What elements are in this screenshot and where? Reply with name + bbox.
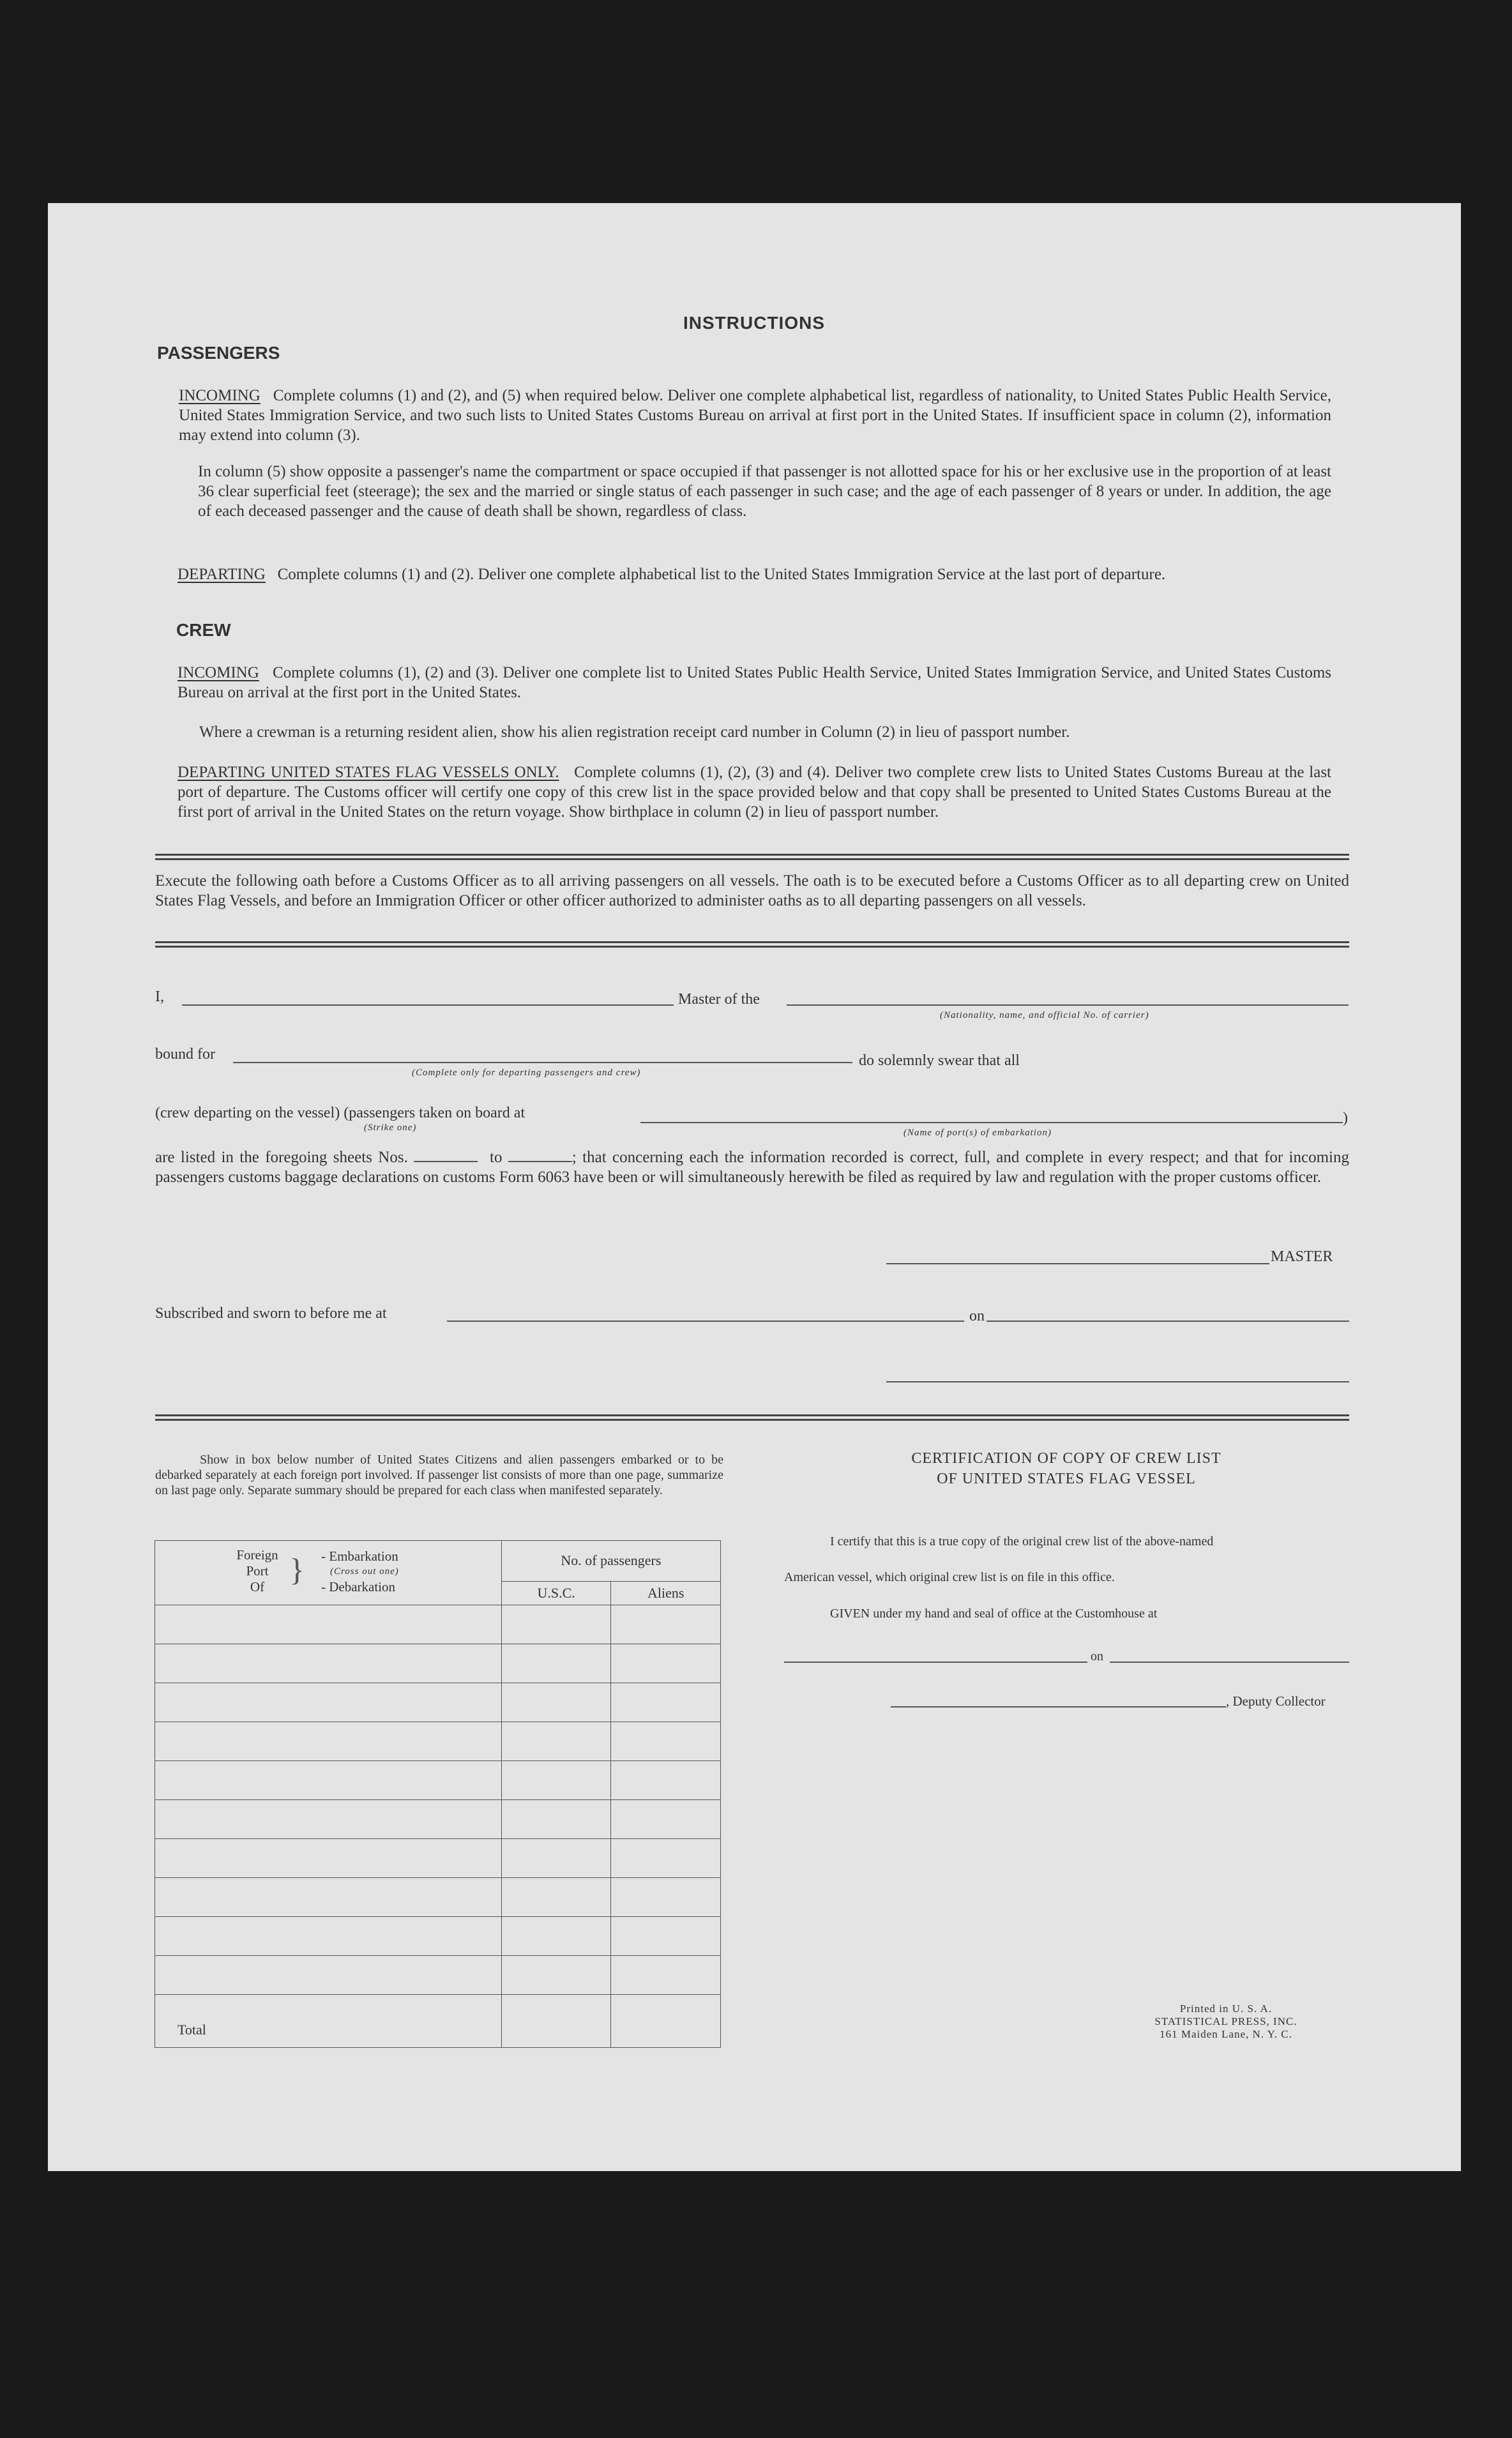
aliens-cell[interactable] <box>611 1878 721 1917</box>
certification-on-label: on <box>1091 1649 1103 1663</box>
crew-incoming-text: Complete columns (1), (2) and (3). Deliver one complete list to United States Public Health Service, United States Immigration Service, and United States Customs Bureau on arrival at the first port in the United States. <box>178 664 1332 701</box>
port-cell[interactable] <box>155 1839 502 1878</box>
oath-statement <box>155 1147 1349 1187</box>
table-row <box>155 1839 721 1878</box>
embarkation-ports-field[interactable] <box>640 1122 1343 1123</box>
passengers-incoming-text: Complete columns (1) and (2), and (5) when required below. Deliver one complete alphabetical list, regardless of nationality, to United States Public Health Service, United States Immigration Service, and two such lists to United States Customs Bureau on arrival at first port in the United States. If insufficient space in column (2), information may extend into column (3). <box>179 387 1332 444</box>
deputy-collector-label: , Deputy Collector <box>1226 1693 1326 1709</box>
passenger-summary-table <box>155 1540 721 2048</box>
passengers-heading: PASSENGERS <box>157 343 280 363</box>
sheet-to-field[interactable] <box>508 1149 572 1162</box>
page-title: INSTRUCTIONS <box>683 313 825 333</box>
passengers-departing-text: Complete columns (1) and (2). Deliver one complete alphabetical list to the United States Immigration Service at the last port of departure. <box>277 566 1166 583</box>
aliens-cell[interactable] <box>611 1683 721 1722</box>
passengers-departing-paragraph <box>178 564 1331 584</box>
carrier-field[interactable] <box>787 1004 1349 1006</box>
certify-line2: American vessel, which original crew list is on file in this office. <box>784 1570 1115 1584</box>
table-row <box>155 1644 721 1683</box>
port-cell[interactable] <box>155 1878 502 1917</box>
listed-part1: are listed in the foregoing sheets Nos. <box>155 1149 408 1166</box>
master-label: MASTER <box>1271 1248 1333 1265</box>
sworn-place-field[interactable] <box>447 1321 964 1322</box>
table-row <box>155 1761 721 1800</box>
crew-incoming-label: INCOMING <box>178 664 259 681</box>
printer-line2: STATISTICAL PRESS, INC. <box>1154 2015 1297 2027</box>
subscribed-label: Subscribed and sworn to before me at <box>155 1305 387 1322</box>
crew-departing-text: Complete columns (1), (2), (3) and (4). Deliver two complete crew lists to United States Customs Bureau at the last port of departure. The Customs officer will certify one copy of this crew list in the space provided below and that copy shall be presented to United States Customs Bureau at the first port of arrival in the United States on the return voyage. Show birthplace in column (2) in lieu of passport number. <box>178 764 1331 821</box>
port-cell[interactable] <box>155 1644 502 1683</box>
strike-one-hint: (Strike one) <box>364 1123 417 1133</box>
customhouse-field[interactable] <box>784 1662 1087 1663</box>
certification-title <box>785 1448 1347 1489</box>
summary-instruction: Show in box below number of United States Citizens and alien passengers embarked or to be debarked separately at each foreign port involved. If passenger list consists of more than one page, summarize on last page only. Separate summary should be prepared for each class when manifested separately. <box>155 1453 723 1497</box>
usc-cell[interactable] <box>501 1683 611 1722</box>
port-cell[interactable] <box>155 1761 502 1800</box>
listed-part2: ; that concerning each the information recorded is correct, full, and complete in every respect; and that for incoming passengers customs baggage declarations on customs Form 6063 have been or will simultaneously herewith be filed as required by law and regulation with the proper customs officer. <box>155 1149 1349 1186</box>
deputy-signature-field[interactable] <box>891 1706 1226 1707</box>
passengers-departing-label: DEPARTING <box>178 566 266 583</box>
bound-for-field[interactable] <box>233 1062 852 1063</box>
cross-out-hint: (Cross out one) <box>330 1566 399 1577</box>
total-label: Total <box>155 1995 502 2048</box>
port-cell[interactable] <box>155 1683 502 1722</box>
port-header <box>155 1541 502 1605</box>
crew-heading: CREW <box>176 620 231 640</box>
divider <box>155 854 1349 860</box>
crew-departing-label: DEPARTING UNITED STATES FLAG VESSELS ONLY. <box>178 764 559 781</box>
table-row <box>155 1605 721 1644</box>
table-row <box>155 1917 721 1956</box>
aliens-cell[interactable] <box>611 1917 721 1956</box>
debarkation-option[interactable]: - Debarkation <box>321 1579 396 1594</box>
port-cell[interactable] <box>155 1800 502 1839</box>
given-text: GIVEN under my hand and seal of office at the Customhouse at <box>830 1607 1158 1621</box>
sworn-on-label: on <box>969 1308 985 1324</box>
table-row <box>155 1878 721 1917</box>
aliens-total-cell[interactable] <box>611 1995 721 2048</box>
port-cell[interactable] <box>155 1722 502 1761</box>
usc-cell[interactable] <box>501 1878 611 1917</box>
aliens-cell[interactable] <box>611 1722 721 1761</box>
nationality-hint: (Nationality, name, and official No. of carrier) <box>940 1010 1149 1020</box>
usc-cell[interactable] <box>501 1800 611 1839</box>
usc-cell[interactable] <box>501 1839 611 1878</box>
passengers-incoming-label: INCOMING <box>179 387 261 404</box>
master-name-field[interactable] <box>182 1004 674 1006</box>
total-row <box>155 1995 721 2048</box>
aliens-cell[interactable] <box>611 1956 721 1995</box>
complete-only-hint: (Complete only for departing passengers and crew) <box>412 1068 641 1078</box>
usc-cell[interactable] <box>501 1605 611 1644</box>
sheet-from-field[interactable] <box>414 1149 478 1162</box>
passengers-column5-paragraph: In column (5) show opposite a passenger's name the compartment or space occupied if that passenger is not allotted space for his or her exclusive use in the proportion of at least 36 clear superficial feet (steerage); the sex and the married or single status of each passenger in such case; and the age of each passenger of 8 years or under. In addition, the age of each deceased passenger and the cause of death shall be shown, regardless of class. <box>198 463 1331 520</box>
usc-header: U.S.C. <box>501 1581 611 1605</box>
master-signature-field[interactable] <box>886 1263 1269 1264</box>
divider <box>155 1414 1349 1421</box>
table-row <box>155 1956 721 1995</box>
aliens-cell[interactable] <box>611 1839 721 1878</box>
oath-i-label: I, <box>155 988 164 1005</box>
bound-for-label: bound for <box>155 1046 215 1063</box>
oath-instruction: Execute the following oath before a Customs Officer as to all arriving passengers on all vessels. The oath is to be executed before a Customs Officer as to all departing crew on United States Flag Vessels, and before an Immigration Officer or other officer authorized to administer oaths as to all departing passengers on all vessels. <box>155 872 1349 909</box>
usc-cell[interactable] <box>501 1917 611 1956</box>
printer-line1: Printed in U. S. A. <box>1179 2003 1273 2015</box>
aliens-cell[interactable] <box>611 1644 721 1683</box>
passengers-incoming-paragraph <box>179 386 1331 445</box>
printer-imprint <box>1137 2003 1315 2041</box>
close-paren: ) <box>1343 1110 1348 1126</box>
certify-line1: I certify that this is a true copy of the original crew list of the above-named <box>830 1534 1214 1548</box>
no-of-passengers-header: No. of passengers <box>501 1541 720 1582</box>
usc-total-cell[interactable] <box>501 1995 611 2048</box>
aliens-header: Aliens <box>611 1581 721 1605</box>
brace: } <box>289 1552 305 1587</box>
certification-title-line2: OF UNITED STATES FLAG VESSEL <box>937 1471 1196 1487</box>
usc-cell[interactable] <box>501 1722 611 1761</box>
printer-line3: 161 Maiden Lane, N. Y. C. <box>1160 2028 1292 2040</box>
aliens-cell[interactable] <box>611 1761 721 1800</box>
aliens-cell[interactable] <box>611 1800 721 1839</box>
certification-title-line1: CERTIFICATION OF COPY OF CREW LIST <box>911 1450 1221 1467</box>
embarkation-option[interactable]: - Embarkation <box>321 1548 398 1564</box>
table-row <box>155 1800 721 1839</box>
usc-cell[interactable] <box>501 1644 611 1683</box>
port-cell[interactable] <box>155 1917 502 1956</box>
table-row <box>155 1683 721 1722</box>
sworn-date-field[interactable] <box>987 1321 1349 1322</box>
solemnly-swear-label: do solemnly swear that all <box>859 1052 1020 1069</box>
crew-returning-text: Where a crewman is a returning resident alien, show his alien registration receipt card number in Column (2) in lieu of passport number. <box>199 723 1070 741</box>
usc-cell[interactable] <box>501 1956 611 1995</box>
port-cell[interactable] <box>155 1956 502 1995</box>
port-label: Port <box>246 1563 269 1579</box>
crew-passengers-label: (crew departing on the vessel) (passengers taken on board at <box>155 1105 525 1121</box>
master-of-the-label: Master of the <box>678 991 760 1008</box>
certification-date-field[interactable] <box>1110 1662 1349 1663</box>
table-row <box>155 1722 721 1761</box>
aliens-cell[interactable] <box>611 1605 721 1644</box>
crew-departing-paragraph <box>178 762 1331 822</box>
listed-to: to <box>490 1149 503 1166</box>
divider <box>155 941 1349 948</box>
foreign-label: Foreign <box>236 1547 278 1563</box>
crew-incoming-paragraph <box>178 663 1331 702</box>
officer-signature-field[interactable] <box>886 1381 1349 1382</box>
ports-hint: (Name of port(s) of embarkation) <box>903 1128 1052 1138</box>
port-cell[interactable] <box>155 1605 502 1644</box>
usc-cell[interactable] <box>501 1761 611 1800</box>
of-label: Of <box>250 1579 265 1594</box>
